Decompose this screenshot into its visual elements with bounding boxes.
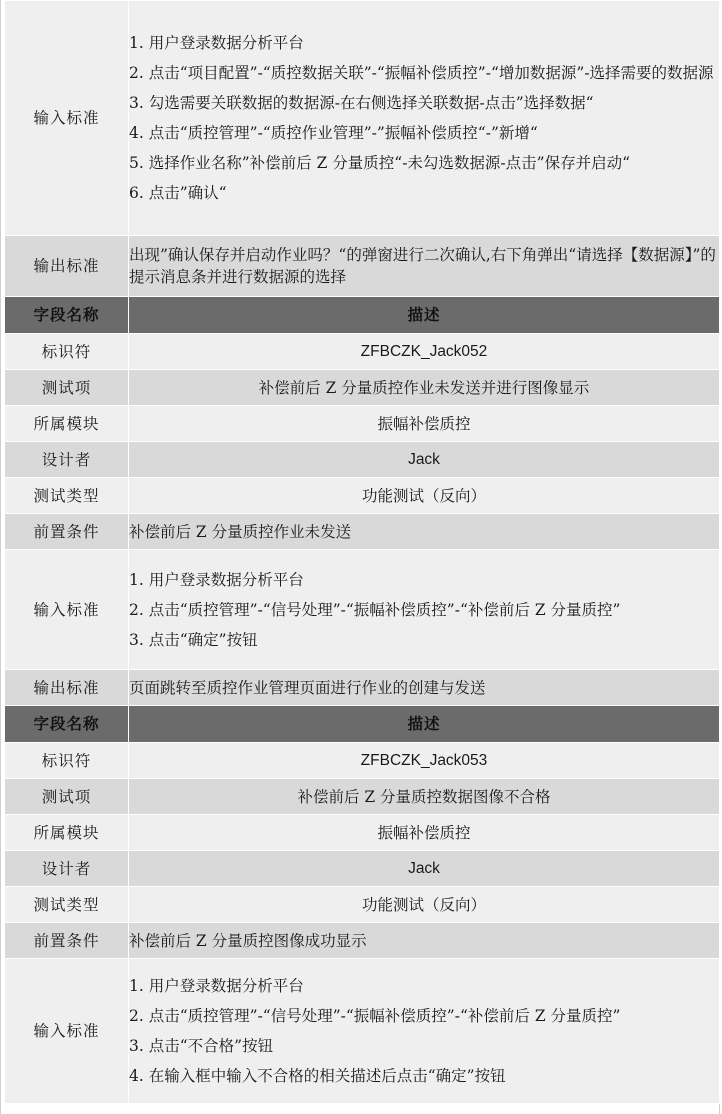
field-label: 标识符 bbox=[5, 743, 129, 779]
precondition-value: 补偿前后 Z 分量质控作业未发送 bbox=[129, 514, 720, 550]
step-line: 3. 点击“确定”按钮 bbox=[129, 630, 258, 649]
test-case-document bbox=[4, 0, 719, 1104]
table-row-output-std bbox=[5, 670, 720, 706]
table-row-input-std bbox=[5, 959, 720, 1104]
field-label: 前置条件 bbox=[5, 923, 129, 959]
test-type-value: 功能测试（反向） bbox=[129, 887, 720, 923]
step-line: 1. 用户登录数据分析平台 bbox=[129, 34, 304, 52]
test-type-value: 功能测试（反向） bbox=[129, 478, 720, 514]
step-line: 2. 点击“项目配置”-“质控数据关联”-“振幅补偿质控”-“增加数据源”-选择需要的数据源 bbox=[129, 64, 714, 82]
table-row-designer bbox=[5, 851, 720, 887]
table-row-module bbox=[5, 406, 720, 442]
designer-value: Jack bbox=[129, 442, 720, 478]
table-row-test-type bbox=[5, 478, 720, 514]
table-row-test-item bbox=[5, 370, 720, 406]
designer-value: Jack bbox=[129, 851, 720, 887]
step-line: 3. 点击“不合格”按钮 bbox=[129, 1037, 274, 1055]
identifier-value: ZFBCZK_Jack052 bbox=[129, 334, 720, 370]
table-row-test-item bbox=[5, 779, 720, 815]
field-label: 所属模块 bbox=[5, 815, 129, 851]
test-item-value: 补偿前后 Z 分量质控作业未发送并进行图像显示 bbox=[129, 370, 720, 406]
step-line: 2. 点击“质控管理”-“信号处理”-“振幅补偿质控”-“补偿前后 Z 分量质控” bbox=[129, 1007, 621, 1025]
field-label: 前置条件 bbox=[5, 514, 129, 550]
input-steps-prev bbox=[129, 1, 720, 236]
step-line: 4. 在输入框中输入不合格的相关描述后点击“确定”按钮 bbox=[129, 1067, 506, 1085]
table-row-identifier bbox=[5, 334, 720, 370]
field-label: 设计者 bbox=[5, 442, 129, 478]
precondition-value: 补偿前后 Z 分量质控图像成功显示 bbox=[129, 923, 720, 959]
page-frame-left bbox=[0, 0, 1, 1114]
module-value: 振幅补偿质控 bbox=[129, 815, 720, 851]
field-label: 输出标准 bbox=[5, 236, 129, 297]
step-line: 5. 选择作业名称”补偿前后 Z 分量质控“-未勾选数据源-点击”保存并启动“ bbox=[129, 154, 631, 172]
input-steps bbox=[129, 550, 720, 670]
table-header-row bbox=[5, 706, 720, 743]
table-row-input-std bbox=[5, 550, 720, 670]
step-line: 2. 点击“质控管理”-“信号处理”-“振幅补偿质控”-“补偿前后 Z 分量质控” bbox=[129, 600, 621, 619]
test-item-value: 补偿前后 Z 分量质控数据图像不合格 bbox=[129, 779, 720, 815]
table-row-output-std-prev bbox=[5, 236, 720, 297]
field-label: 所属模块 bbox=[5, 406, 129, 442]
field-label: 标识符 bbox=[5, 334, 129, 370]
field-label: 测试项 bbox=[5, 779, 129, 815]
header-description: 描述 bbox=[129, 297, 720, 334]
header-description: 描述 bbox=[129, 706, 720, 743]
header-field-name: 字段名称 bbox=[5, 706, 129, 743]
module-value: 振幅补偿质控 bbox=[129, 406, 720, 442]
table-row-designer bbox=[5, 442, 720, 478]
step-line: 3. 勾选需要关联数据的数据源-在右侧选择关联数据-点击”选择数据“ bbox=[129, 94, 594, 112]
table-row-precondition bbox=[5, 514, 720, 550]
field-label: 输入标准 bbox=[5, 1, 129, 236]
field-label: 输出标准 bbox=[5, 670, 129, 706]
field-label: 输入标准 bbox=[5, 550, 129, 670]
output-std-text: 出现”确认保存并启动作业吗？“的弹窗进行二次确认,右下角弹出“请选择【数据源】”的提示消息条并进行数据源的选择 bbox=[129, 236, 720, 297]
field-label: 测试类型 bbox=[5, 478, 129, 514]
step-line: 4. 点击“质控管理”-“质控作业管理”-”振幅补偿质控“-”新增“ bbox=[129, 124, 538, 142]
table-row-precondition bbox=[5, 923, 720, 959]
input-steps bbox=[129, 959, 720, 1104]
field-label: 输入标准 bbox=[5, 959, 129, 1104]
header-field-name: 字段名称 bbox=[5, 297, 129, 334]
table-row-test-type bbox=[5, 887, 720, 923]
field-label: 测试项 bbox=[5, 370, 129, 406]
field-label: 测试类型 bbox=[5, 887, 129, 923]
table-row-identifier bbox=[5, 743, 720, 779]
identifier-value: ZFBCZK_Jack053 bbox=[129, 743, 720, 779]
table-row-module bbox=[5, 815, 720, 851]
table-header-row bbox=[5, 297, 720, 334]
step-line: 6. 点击”确认“ bbox=[129, 184, 227, 202]
test-case-table bbox=[4, 0, 720, 1104]
field-label: 设计者 bbox=[5, 851, 129, 887]
step-line: 1. 用户登录数据分析平台 bbox=[129, 977, 304, 995]
step-line: 1. 用户登录数据分析平台 bbox=[129, 570, 304, 589]
output-std-value: 页面跳转至质控作业管理页面进行作业的创建与发送 bbox=[129, 670, 720, 706]
table-row-input-std-prev bbox=[5, 1, 720, 236]
